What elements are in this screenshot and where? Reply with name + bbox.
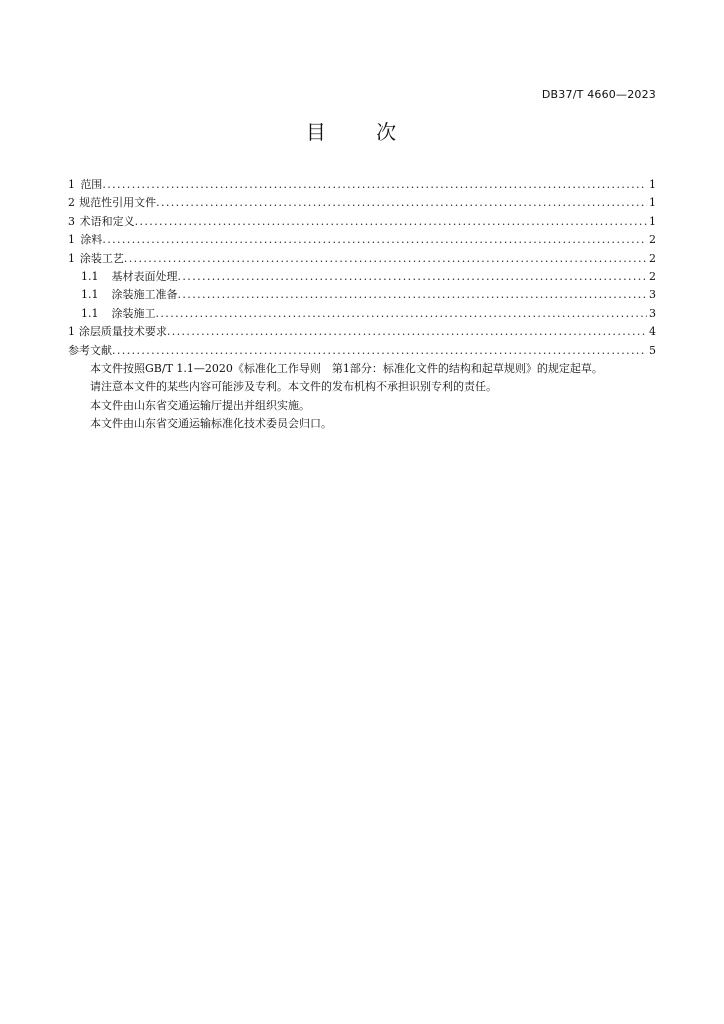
toc-label: 涂装工艺 [79,251,124,265]
toc-leader-dots [135,213,647,231]
toc-entry-normative-references[interactable] [68,194,656,212]
toc-entry-terms-definitions[interactable] [68,213,656,231]
toc-number: 1 [68,251,75,265]
foreword-paragraph: 本文件由山东省交通运输厅提出并组织实施。 [90,398,310,412]
toc-leader-dots [112,342,647,360]
toc-label: 规范性引用文件 [79,196,157,210]
toc-page-number: 1 [649,178,656,191]
foreword-section [68,360,656,434]
toc-leader-dots [156,194,647,212]
foreword-paragraph: 请注意本文件的某些内容可能涉及专利。本文件的发布机构不承担识别专利的责任。 [90,380,497,394]
toc-label: 涂装施工 [111,306,156,320]
toc-page-number: 2 [649,251,656,265]
toc-number: 1.1 [81,288,99,302]
toc-number: 1 [68,178,75,191]
toc-number: 3 [68,214,75,228]
foreword-paragraph: 本文件按照GB/T 1.1—2020《标准化工作导则 第1部分：标准化文件的结构和起草规则》的规定起草。 [90,362,603,375]
toc-number: 1.1 [81,269,99,283]
toc-leader-dots [124,250,647,268]
toc-number: 1.1 [81,306,99,320]
table-of-contents [68,176,656,360]
toc-page-number: 4 [649,325,656,339]
toc-number: 2 [68,196,75,210]
foreword-paragraph: 本文件由山东省交通运输标准化技术委员会归口。 [90,417,332,431]
toc-label: 涂料 [80,233,103,247]
toc-leader-dots [167,323,647,341]
toc-page-number: 1 [649,196,656,210]
toc-page-number: 5 [649,343,656,357]
toc-number: 1 [68,233,75,247]
toc-label: 术语和定义 [79,214,135,228]
document-code: DB37/T 4660—2023 [541,88,656,101]
toc-entry-coating-process[interactable] [68,250,656,268]
toc-number: 1 [68,325,75,339]
toc-entry-coatings[interactable] [68,231,656,249]
toc-leader-dots [178,268,648,286]
toc-page-number: 3 [649,306,656,320]
toc-leader-dots [156,305,648,323]
toc-page-number: 3 [649,288,656,302]
page-title: 目 次 [305,120,419,144]
toc-page-number: 2 [649,233,656,247]
toc-entry-surface-treatment[interactable] [68,268,656,286]
toc-entry-quality-requirements[interactable] [68,323,656,341]
toc-page-number: 1 [649,214,656,228]
toc-entry-scope[interactable] [68,176,656,194]
toc-label: 涂装施工准备 [111,288,178,302]
toc-entry-construction-preparation[interactable] [68,286,656,304]
toc-entry-construction[interactable] [68,305,656,323]
toc-entry-bibliography[interactable] [68,342,656,360]
toc-leader-dots [178,286,648,304]
toc-label: 参考文献 [68,343,112,357]
toc-page-number: 2 [649,269,656,283]
toc-label: 范围 [80,178,103,191]
toc-leader-dots [102,231,647,249]
toc-label: 涂层质量技术要求 [78,325,167,339]
toc-label: 基材表面处理 [111,269,178,283]
toc-leader-dots [102,176,647,194]
